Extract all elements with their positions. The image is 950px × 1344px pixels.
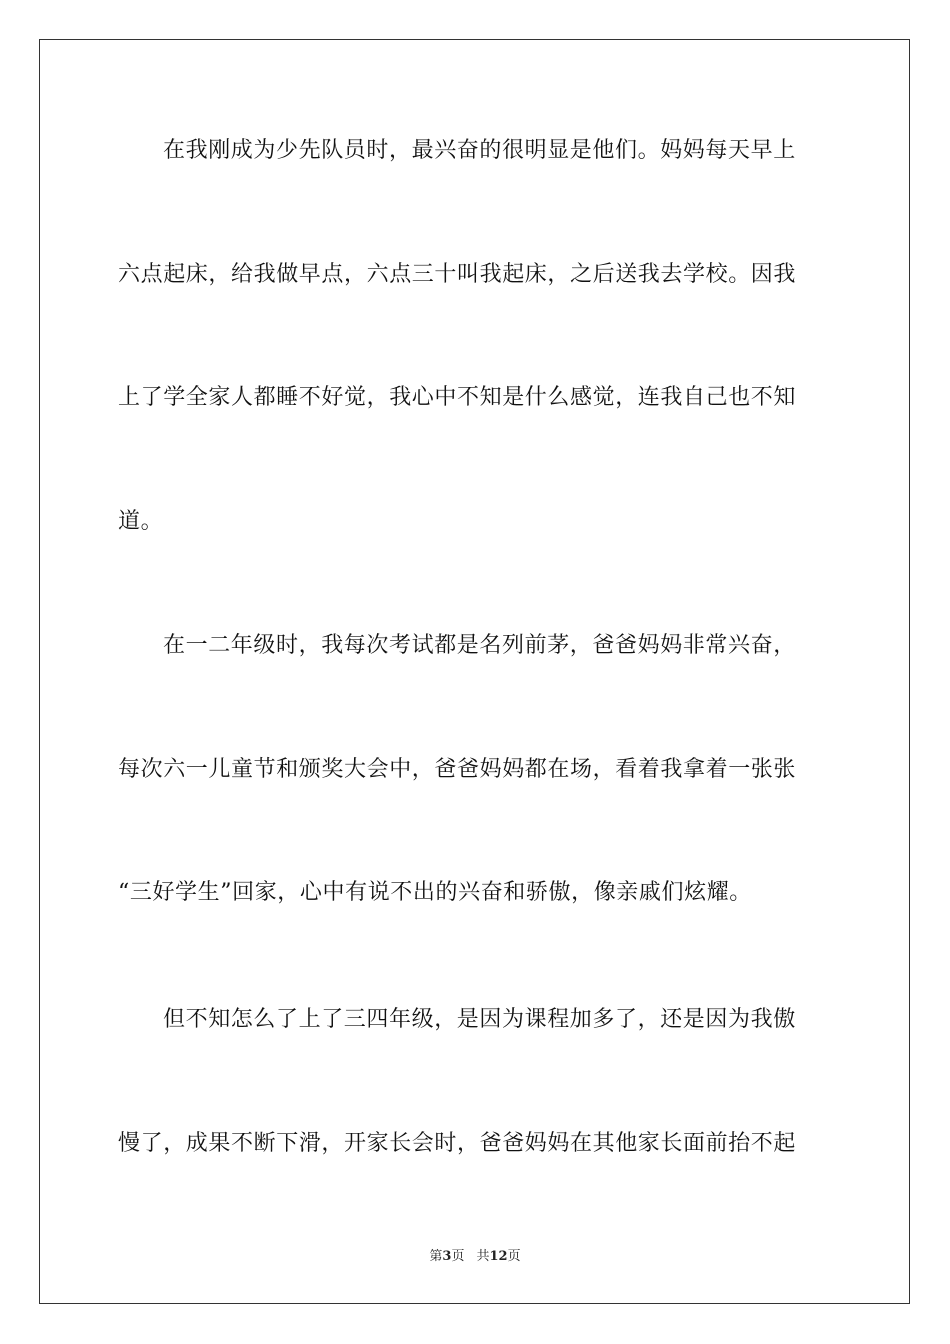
footer-page-current: 3 bbox=[442, 1249, 452, 1264]
page-border bbox=[39, 39, 910, 1304]
paragraph-line: 上了学全家人都睡不好觉，我心中不知是什么感觉，连我自己也不知 bbox=[118, 385, 797, 410]
paragraph-line: 在我刚成为少先队员时，最兴奋的很明显是他们。妈妈每天早上 bbox=[163, 138, 796, 163]
footer-total-suffix: 页 bbox=[507, 1249, 521, 1264]
footer-page-total: 12 bbox=[489, 1249, 508, 1264]
paragraph-line: 六点起床，给我做早点，六点三十叫我起床，之后送我去学校。因我 bbox=[118, 262, 797, 287]
paragraph-line: 但不知怎么了上了三四年级，是因为课程加多了，还是因为我傲 bbox=[163, 1007, 796, 1032]
paragraph-line: 每次六一儿童节和颁奖大会中，爸爸妈妈都在场，看着我拿着一张张 bbox=[118, 757, 797, 782]
paragraph-line: 慢了，成果不断下滑，开家长会时，爸爸妈妈在其他家长面前抬不起 bbox=[118, 1131, 797, 1156]
paragraph-line: 道。 bbox=[118, 509, 164, 534]
footer-page-prefix: 第 bbox=[429, 1249, 443, 1264]
paragraph-line: “三好学生”回家，心中有说不出的兴奋和骄傲，像亲戚们炫耀。 bbox=[118, 880, 752, 905]
footer-total-prefix: 共 bbox=[476, 1249, 490, 1264]
paragraph-line: 在一二年级时，我每次考试都是名列前茅，爸爸妈妈非常兴奋， bbox=[163, 633, 796, 658]
footer-page-suffix: 页 bbox=[451, 1249, 465, 1264]
page-footer bbox=[0, 1248, 950, 1266]
